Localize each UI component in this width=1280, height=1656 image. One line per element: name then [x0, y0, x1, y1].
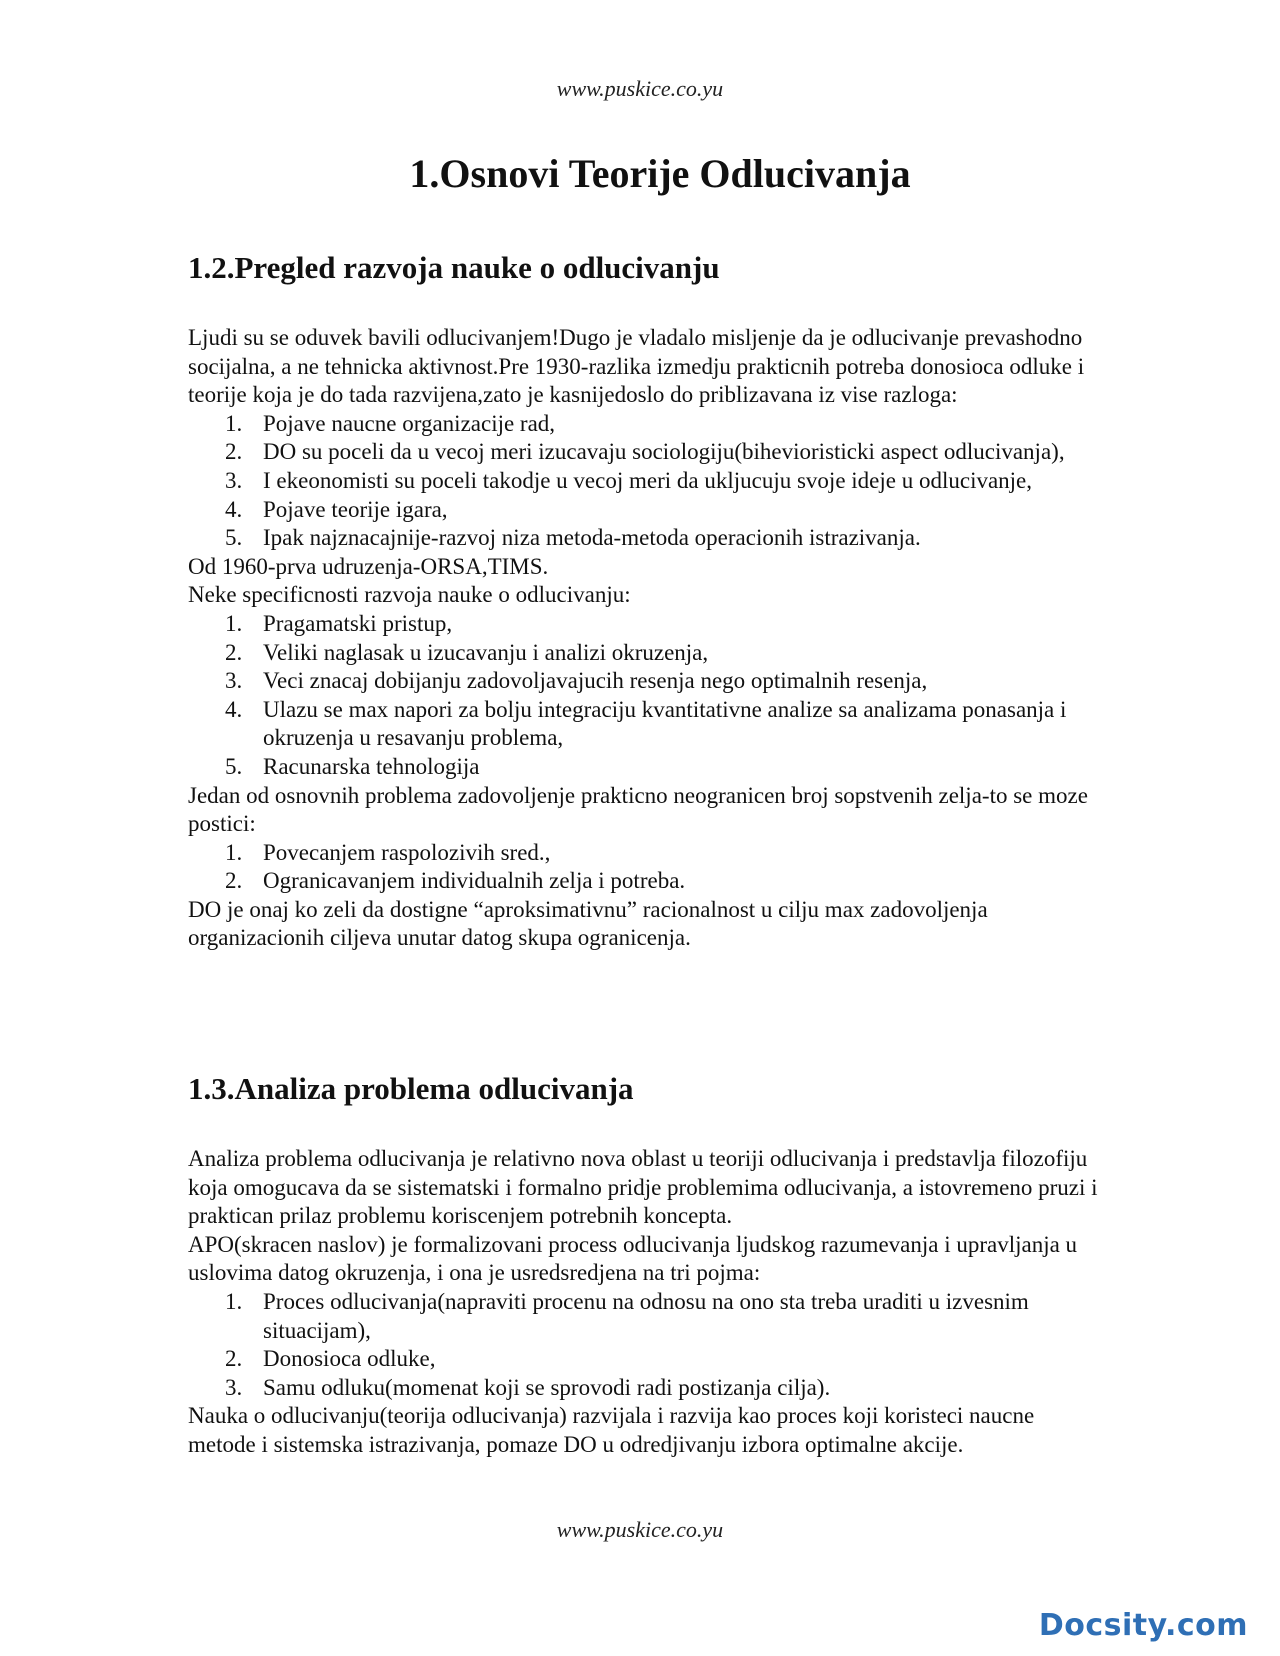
list-item — [188, 1288, 1098, 1345]
list-item-text: Ulazu se max napori za bolju integraciju kvantitativne analize sa analizama ponasanja i okruzenja u resavanju problema, — [263, 696, 1067, 751]
list-item — [188, 639, 1098, 668]
list-item-text: Pragamatski pristup, — [263, 610, 453, 636]
list-item — [188, 1345, 1098, 1374]
list-item-text: Veliki naglasak u izucavanju i analizi okruzenja, — [263, 639, 709, 665]
paragraph-intro: Ljudi su se oduvek bavili odlucivanjem!Dugo je vladalo misljenje da je odlucivanje prevashodno socijalna, a ne tehnicka aktivnost.Pre 1930-razlika izmedju prakticnih potreba donosioca odluke i teorije koja je do tada razvijena,zato je kasnijedoslo do priblizavana iz vise razloga: — [188, 325, 1085, 408]
list-item — [188, 524, 1098, 553]
list-item — [188, 753, 1098, 782]
concepts-list — [188, 1288, 1098, 1402]
paragraph-problem: Jedan od osnovnih problema zadovoljenje prakticno neogranicen broj sopstvenih zelja-to se moze postici: — [188, 782, 1088, 837]
list-item-text: Proces odlucivanja(napraviti procenu na odnosu na ono sta treba uraditi u izvesnim situacijam), — [263, 1288, 1029, 1343]
list-number: 1. — [225, 610, 243, 636]
list-item — [188, 1374, 1098, 1403]
list-item — [188, 867, 1098, 896]
list-number: 5. — [225, 525, 243, 551]
list-number: 5. — [225, 753, 243, 779]
list-item — [188, 610, 1098, 639]
list-item-text: Racunarska tehnologija — [263, 753, 480, 779]
paragraph-nauka: Nauka o odlucivanju(teorija odlucivanja) razvijala i razvija kao proces koji koristeci naucne metode i sistemska istrazivanja, pomaze DO u odredjivanju izbora optimalne akcije. — [188, 1403, 1035, 1457]
list-item-text: Pojave teorije igara, — [263, 496, 448, 522]
list-item-text: Ipak najznacajnije-razvoj niza metoda-metoda operacionih istrazivanja. — [263, 525, 921, 551]
reasons-list — [188, 410, 1098, 553]
list-number: 2. — [225, 639, 243, 665]
list-item-text: DO su poceli da u vecoj meri izucavaju sociologiju(bihevioristicki aspect odlucivanja), — [263, 439, 1065, 465]
list-number: 3. — [225, 1374, 243, 1400]
list-item-text: Donosioca odluke, — [263, 1346, 436, 1372]
header-url[interactable]: www.puskice.co.yu — [556, 76, 724, 101]
list-number: 4. — [225, 496, 243, 522]
docsity-watermark[interactable]: Docsity.com — [1038, 1608, 1248, 1643]
means-list — [188, 839, 1098, 896]
list-number: 2. — [225, 868, 243, 894]
list-item-text: Pojave naucne organizacije rad, — [263, 410, 556, 436]
list-item — [188, 839, 1098, 868]
paragraph-specificnosti: Neke specificnosti razvoja nauke o odlucivanju: — [188, 582, 631, 608]
list-number: 1. — [225, 410, 243, 436]
section-heading-1-2: 1.2.Pregled razvoja nauke o odlucivanju — [188, 250, 720, 285]
paragraph-orsa: Od 1960-prva udruzenja-ORSA,TIMS. — [188, 553, 549, 579]
paragraph-analiza: Analiza problema odlucivanja je relativno nova oblast u teoriji odlucivanja i predstavlja filozofiju koja omogucava da se sistematski i formalno pridje problemima odlucivanja, a istovremeno pruzi i praktican prilaz problemu koriscenjem potrebnih koncepta. — [188, 1146, 1098, 1229]
specificities-list — [188, 610, 1098, 782]
list-item — [188, 438, 1098, 467]
paragraph-apo: APO(skracen naslov) je formalizovani process odlucivanja ljudskog razumevanja i upravljanja u uslovima datog okruzenja, i ona je usredsredjena na tri pojma: — [188, 1231, 1078, 1286]
list-item-text: Ogranicavanjem individualnih zelja i potreba. — [263, 868, 686, 894]
list-number: 2. — [225, 439, 243, 465]
paragraph-do: DO je onaj ko zeli da dostigne “aproksimativnu” racionalnost u cilju max zadovoljenja organizacionih ciljeva unutar datog skupa ogranicenja. — [188, 896, 988, 951]
list-item — [188, 667, 1098, 696]
list-item-text: I ekeonomisti su poceli takodje u vecoj meri da ukljucuju svoje ideje u odlucivanje, — [263, 467, 1033, 493]
section-body-1-2 — [188, 324, 1098, 953]
list-number: 3. — [225, 467, 243, 493]
list-item — [188, 496, 1098, 525]
list-item-text: Veci znacaj dobijanju zadovoljavajucih resenja nego optimalnih resenja, — [263, 668, 928, 694]
list-number: 4. — [225, 696, 243, 722]
list-number: 1. — [225, 1288, 243, 1314]
list-item — [188, 696, 1098, 753]
list-item — [188, 467, 1098, 496]
page-title: 1.Osnovi Teorije Odlucivanja — [409, 151, 911, 196]
section-body-1-3 — [188, 1145, 1098, 1460]
list-item-text: Samu odluku(momenat koji se sprovodi radi postizanja cilja). — [263, 1374, 831, 1400]
list-item-text: Povecanjem raspolozivih sred., — [263, 839, 551, 865]
section-heading-1-3: 1.3.Analiza problema odlucivanja — [188, 1071, 634, 1106]
list-item — [188, 410, 1098, 439]
footer-url[interactable]: www.puskice.co.yu — [556, 1517, 724, 1542]
list-number: 2. — [225, 1346, 243, 1372]
list-number: 1. — [225, 839, 243, 865]
list-number: 3. — [225, 668, 243, 694]
